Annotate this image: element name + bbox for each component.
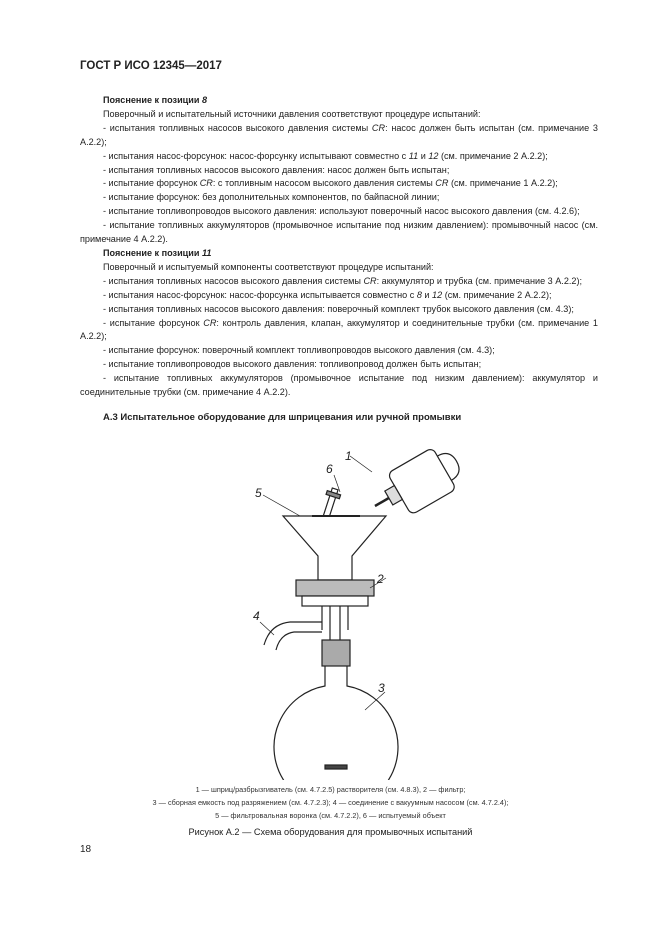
body-text (80, 94, 598, 400)
text-run: 8 (416, 289, 422, 300)
text-run: Пояснение к позиции (103, 247, 202, 258)
paragraph (80, 289, 598, 303)
text-run: (см. примечание 2 А.2.2); (438, 150, 548, 161)
paragraph-heading (80, 94, 598, 108)
paragraph (80, 303, 598, 317)
text-run: - испытания насос-форсунок: насос-форсунку испытывают совместно с (103, 150, 409, 161)
figure-legend-line-2: 3 — сборная емкость под разряжением (см. 4.7.2.3); 4 — соединение с вакуумным насосом (см. 4.7.2.4); (152, 798, 509, 807)
figure-caption: Рисунок А.2 — Схема оборудования для промывочных испытаний (188, 827, 473, 837)
paragraph-heading (80, 247, 598, 261)
document-header: ГОСТ Р ИСО 12345—2017 (80, 60, 222, 72)
sprayer-bottle (364, 440, 469, 528)
text-run: - испытание форсунок: поверочный комплект топливопроводов высокого давления (см. 4.3); (103, 345, 495, 356)
filter (296, 580, 374, 606)
paragraph (80, 219, 598, 247)
page-number: 18 (80, 844, 92, 855)
text-run: : насос должен быть испытан (см. примечание 3 А.2.2); (80, 122, 598, 147)
paragraph (80, 317, 598, 345)
text-run: - испытание форсунок: без дополнительных компонентов, по байпасной линии; (103, 192, 440, 203)
paragraph (80, 372, 598, 400)
text-run: - испытание форсунок (103, 178, 200, 189)
text-run: (см. примечание 2 А.2.2); (442, 289, 552, 300)
text-run: - испытания топливных насосов высокого давления: поверочный комплект трубок высокого давления (см. 4.3); (103, 303, 574, 314)
text-run: Поверочный и испытательный источники давления соответствуют процедуре испытаний: (103, 108, 481, 119)
paragraph (80, 177, 598, 191)
text-run: CR (199, 178, 213, 189)
text-run: - испытание топливопроводов высокого давления: используют поверочный насос высокого давления (см. 4.2.6); (103, 206, 580, 217)
text-run: Пояснение к позиции (103, 95, 202, 105)
paragraph (80, 108, 598, 122)
text-run: 12 (428, 150, 439, 161)
text-run: CR (203, 317, 217, 328)
label-2: 2 (377, 572, 384, 586)
paragraph (80, 150, 598, 164)
label-3: 3 (378, 681, 385, 695)
paragraph (80, 205, 598, 219)
label-4: 4 (253, 609, 260, 623)
text-run: - испытание форсунок (103, 317, 204, 328)
text-run: : с топливным насосом высокого давления системы (212, 178, 436, 189)
text-run: 8 (201, 95, 208, 105)
paragraph (80, 358, 598, 372)
text-run: CR (371, 122, 386, 133)
section-title: А.3 Испытательное оборудование для шприцевания или ручной промывки (103, 412, 462, 423)
paragraph (80, 344, 598, 358)
paragraph (80, 261, 598, 275)
paragraph (80, 275, 598, 289)
text-run: : контроль давления, клапан, аккумулятор и соединительные трубки (см. примечание 1 А.2.2); (80, 317, 598, 342)
text-run: 12 (432, 289, 443, 300)
text-run: 11 (408, 150, 419, 161)
text-run: - испытание топливопроводов высокого давления: топливопровод должен быть испытан; (103, 359, 482, 370)
paragraph (80, 122, 598, 150)
text-run: 11 (201, 247, 212, 258)
text-run: - испытания топливных насосов высокого давления: насос должен быть испытан; (103, 164, 450, 175)
text-run: - испытания насос-форсунок: насос-форсунка испытывается совместно с (103, 289, 417, 300)
text-run: Поверочный и испытуемый компоненты соответствуют процедуре испытаний: (103, 261, 434, 272)
text-run: CR (363, 275, 377, 286)
label-5: 5 (255, 486, 262, 500)
paragraph (80, 164, 598, 178)
label-6: 6 (326, 462, 333, 476)
text-run: (см. примечание 1 А.2.2); (448, 178, 558, 189)
paragraph (80, 191, 598, 205)
figure-legend-line-1: 1 — шприц/разбрызгиватель (см. 4.7.2.5) растворителя (см. 4.8.3), 2 — фильтр; (195, 785, 466, 794)
text-run: и (418, 150, 429, 161)
text-run: - испытания топливных насосов высокого давления системы (103, 122, 372, 133)
text-run: и (421, 289, 433, 300)
label-1: 1 (345, 449, 352, 463)
filter-funnel (283, 516, 386, 580)
text-run: CR (435, 178, 449, 189)
text-run: - испытание топливных аккумуляторов (промывочное испытание под низким давлением): промывочный насос (см. примечание 4 А.2.2). (80, 220, 598, 245)
figure-legend-line-3: 5 — фильтровальная воронка (см. 4.7.2.2), 6 — испытуемый объект (215, 811, 446, 820)
apparatus-figure (0, 440, 661, 780)
collection-flask (274, 640, 398, 780)
text-run: - испытание топливных аккумуляторов (промывочное испытание под низким давлением): аккумулятор и соединительные трубки (см. примечание 4 А.2.2). (80, 373, 598, 398)
text-run: - испытания топливных насосов высокого давления системы (103, 275, 364, 286)
vacuum-connection (264, 622, 322, 650)
text-run: : аккумулятор и трубка (см. примечание 3 А.2.2); (376, 275, 583, 286)
